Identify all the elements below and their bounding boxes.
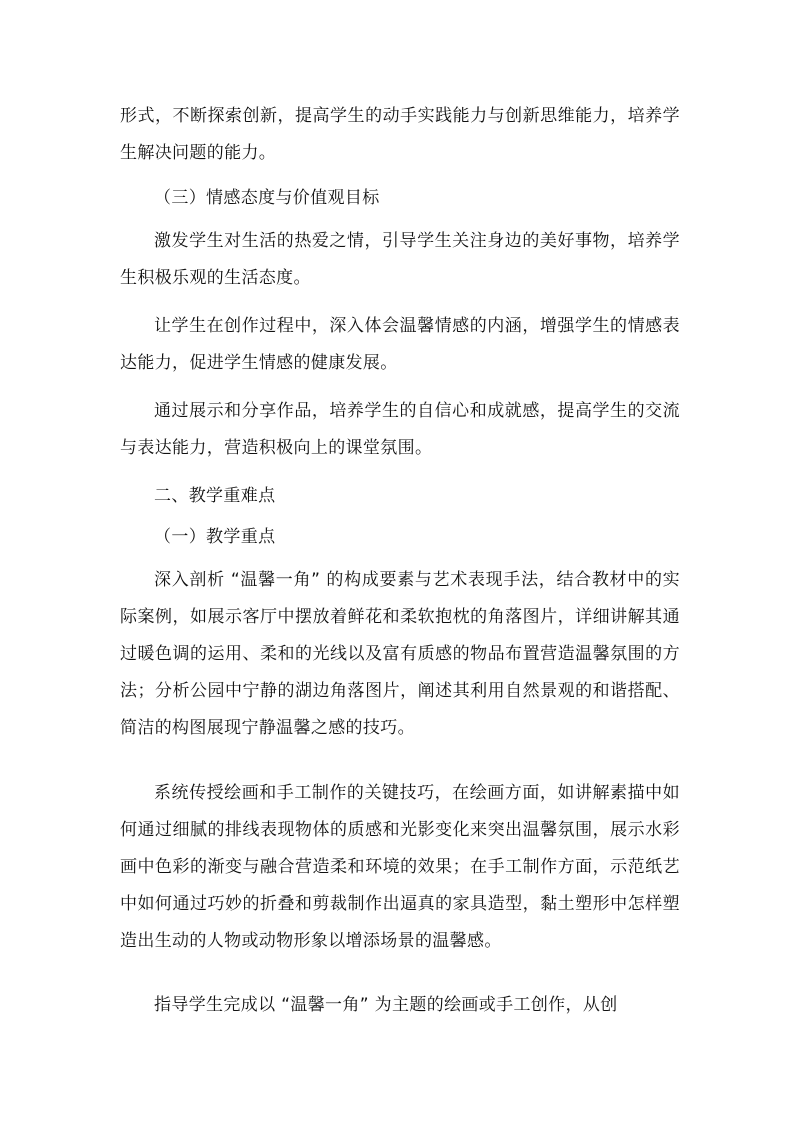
paragraph-analysis: 深入剖析 “温馨一角” 的构成要素与艺术表现手法，结合教材中的实际案例，如展示客厅中摆放着鲜花和柔软抱枕的角落图片，详细讲解其通过暖色调的运用、柔和的光线以及富有质感的物品布置营造温馨氛围的方法；分析公园中宁静的湖边角落图片，阐述其利用自然景观的和谐搭配、简洁的构图展现宁静温馨之感的技巧。 xyxy=(120,570,680,738)
paragraph-emotion-expression: 让学生在创作过程中，深入体会温馨情感的内涵，增强学生的情感表达能力，促进学生情感的健康发展。 xyxy=(120,316,680,373)
paragraph-work-sharing: 通过展示和分享作品，培养学生的自信心和成就感，提高学生的交流与表达能力，营造积极向上的课堂氛围。 xyxy=(120,401,680,458)
section-heading-emotion-goals: （三）情感态度与价值观目标 xyxy=(154,188,380,208)
paragraph-life-attitude: 激发学生对生活的热爱之情，引导学生关注身边的美好事物，培养学生积极乐观的生活态度。 xyxy=(120,231,680,288)
section-heading-key-difficulties: 二、教学重难点 xyxy=(154,486,276,506)
paragraph-skills: 系统传授绘画和手工制作的关键技巧，在绘画方面，如讲解素描中如何通过细腻的排线表现物体的质感和光影变化来突出温馨氛围，展示水彩画中色彩的渐变与融合营造柔和环境的效果；在手工制作方面，示范纸艺中如何通过巧妙的折叠和剪裁制作出逼真的家具造型，黏土塑形中怎样塑造出生动的人物或动物形象以增添场景的温馨感。 xyxy=(120,783,680,951)
paragraph-continuation: 形式，不断探索创新，提高学生的动手实践能力与创新思维能力，培养学生解决问题的能力。 xyxy=(120,106,680,163)
paragraph-guidance: 指导学生完成以 “温馨一角” 为主题的绘画或手工创作，从创 xyxy=(154,995,618,1015)
subsection-heading-teaching-focus: （一）教学重点 xyxy=(154,527,276,547)
